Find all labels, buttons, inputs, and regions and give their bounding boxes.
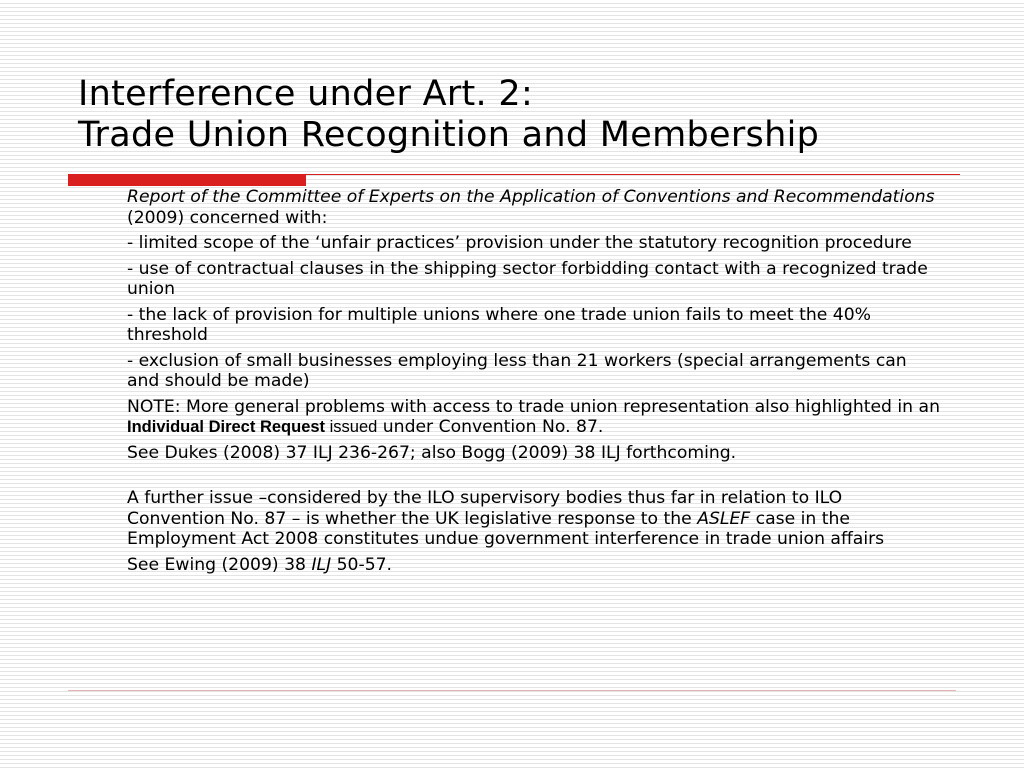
title-line-2: Trade Union Recognition and Membership bbox=[78, 115, 820, 155]
further-issue-paragraph bbox=[127, 488, 942, 550]
title-underline bbox=[306, 174, 960, 175]
report-title: Report of the Committee of Experts on the Application of Conventions and Recommendations bbox=[127, 187, 935, 207]
note-issued: issued bbox=[325, 418, 378, 436]
intro-rest: (2009) concerned with: bbox=[127, 207, 328, 228]
ewing-tail: 50-57. bbox=[331, 554, 393, 575]
slide-title bbox=[78, 74, 978, 156]
further-tail: case in the Employment Act 2008 constitutes undue government interference in trade union affairs bbox=[127, 508, 885, 549]
note-tail: under Convention No. 87. bbox=[377, 417, 604, 437]
footer-rule bbox=[68, 690, 956, 691]
concern-item: - limited scope of the ‘unfair practices’ provision under the statutory recognition procedure bbox=[127, 233, 912, 253]
ewing-citation bbox=[127, 555, 942, 576]
further-lead: A further issue –considered by the ILO supervisory bodies thus far in relation to ILO Convention No. 87 – is whether the UK legislative response to the bbox=[127, 488, 843, 529]
concern-item: - use of contractual clauses in the shipping sector forbidding contact with a recognized trade union bbox=[127, 258, 928, 299]
ewing-lead: See Ewing (2009) 38 bbox=[127, 554, 312, 575]
slide-body bbox=[127, 187, 942, 580]
note-paragraph bbox=[127, 397, 942, 438]
title-line-1: Interference under Art. 2: bbox=[78, 74, 534, 114]
note-bold: Individual Direct Request bbox=[127, 418, 326, 436]
ewing-journal: ILJ bbox=[311, 554, 332, 575]
concern-item: - the lack of provision for multiple unions where one trade union fails to meet the 40% threshold bbox=[127, 304, 871, 345]
dukes-citation: See Dukes (2008) 37 ILJ 236-267; also Bogg (2009) 38 ILJ forthcoming. bbox=[127, 442, 737, 463]
title-accent-bar bbox=[68, 174, 306, 186]
aslef-case: ASLEF bbox=[697, 508, 751, 529]
intro-paragraph bbox=[127, 187, 942, 228]
note-lead: NOTE: More general problems with access to trade union representation also highlighted in an bbox=[127, 396, 940, 417]
concern-item: - exclusion of small businesses employing less than 21 workers (special arrangements can and should be made) bbox=[127, 350, 907, 391]
